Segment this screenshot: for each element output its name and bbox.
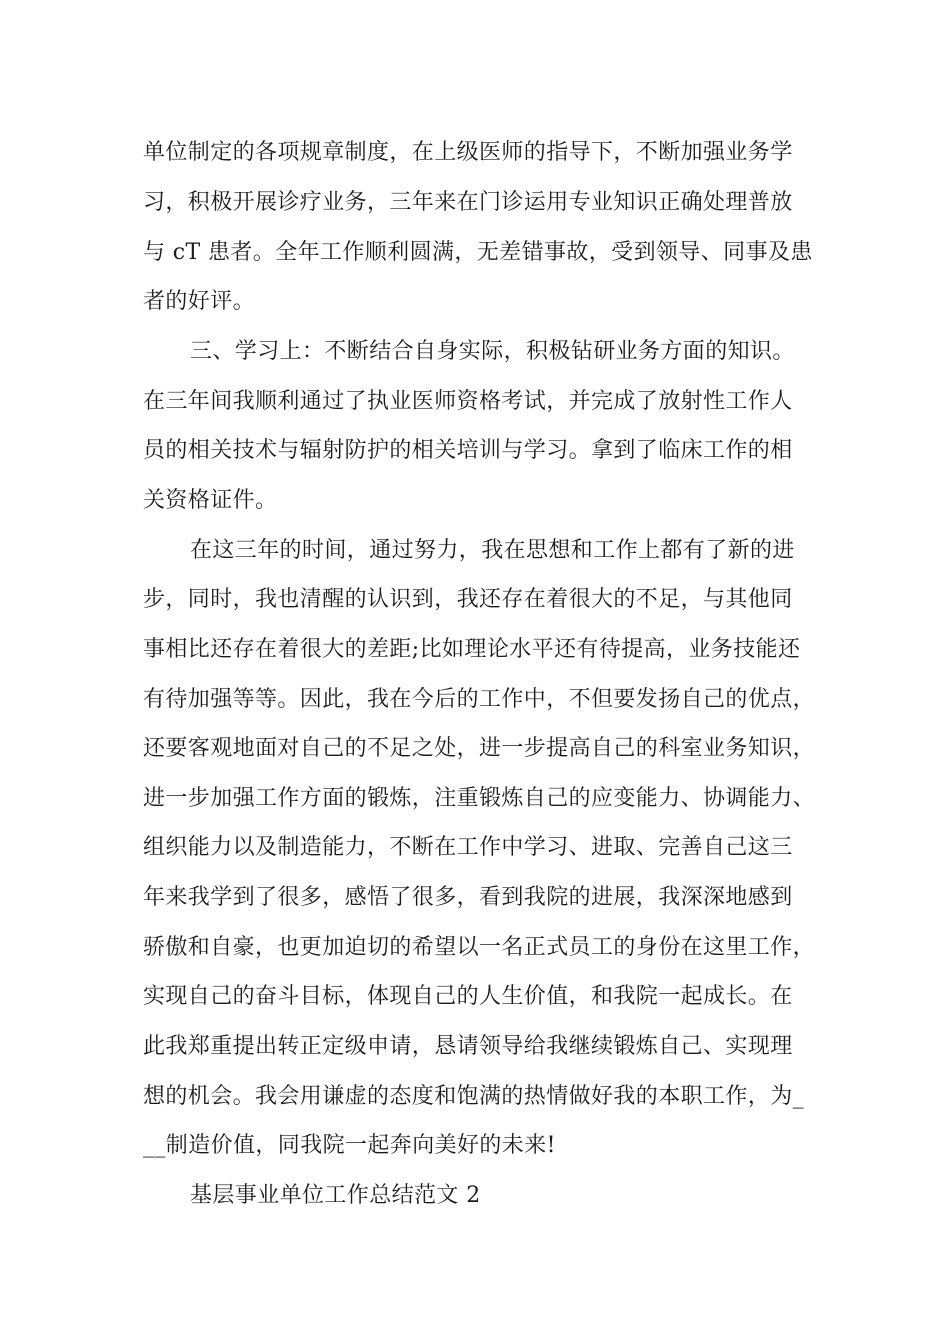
text-line: 骄傲和自豪，也更加迫切的希望以一名正式员工的身份在这里工作， <box>143 935 816 960</box>
text-line: 关资格证件。 <box>143 488 278 513</box>
text-line: 步，同时，我也清醒的认识到，我还存在着很大的不足，与其他同 <box>143 587 793 612</box>
text-line: 单位制定的各项规章制度，在上级医师的指导下，不断加强业务学 <box>143 140 793 165</box>
section-heading: 基层事业单位工作总结范文 2 <box>190 1183 481 1208</box>
text-line: 者的好评。 <box>143 289 256 314</box>
text-line: 有待加强等等。因此，我在今后的工作中，不但要发扬自己的优点， <box>143 687 816 712</box>
text-line: 还要客观地面对自己的不足之处，进一步提高自己的科室业务知识， <box>143 736 816 761</box>
text-line: 事相比还存在着很大的差距;比如理论水平还有待提高，业务技能还 <box>143 637 801 662</box>
text-line: __制造价值，同我院一起奔向美好的未来! <box>143 1133 556 1158</box>
text-line: 想的机会。我会用谦虚的态度和饱满的热情做好我的本职工作，为_ <box>143 1084 805 1109</box>
text-line: 与 cT 患者。全年工作顺利圆满，无差错事故，受到领导、同事及患 <box>143 240 813 265</box>
text-line: 进一步加强工作方面的锻炼，注重锻炼自己的应变能力、协调能力、 <box>143 786 816 811</box>
paragraph-start-line: 三、学习上：不断结合自身实际，积极钻研业务方面的知识。 <box>190 339 795 364</box>
text-line: 组织能力以及制造能力，不断在工作中学习、进取、完善自己这三 <box>143 835 793 860</box>
text-line: 此我郑重提出转正定级申请，恳请领导给我继续锻炼自己、实现理 <box>143 1034 793 1059</box>
text-line: 实现自己的奋斗目标，体现自己的人生价值，和我院一起成长。在 <box>143 984 793 1009</box>
text-line: 年来我学到了很多，感悟了很多，看到我院的进展，我深深地感到 <box>143 885 793 910</box>
text-line: 习，积极开展诊疗业务，三年来在门诊运用专业知识正确处理普放 <box>143 190 793 215</box>
text-line: 在三年间我顺利通过了执业医师资格考试，并完成了放射性工作人 <box>143 389 793 414</box>
paragraph-start-line: 在这三年的时间，通过努力，我在思想和工作上都有了新的进 <box>190 538 795 563</box>
text-line: 员的相关技术与辐射防护的相关培训与学习。拿到了临床工作的相 <box>143 438 793 463</box>
